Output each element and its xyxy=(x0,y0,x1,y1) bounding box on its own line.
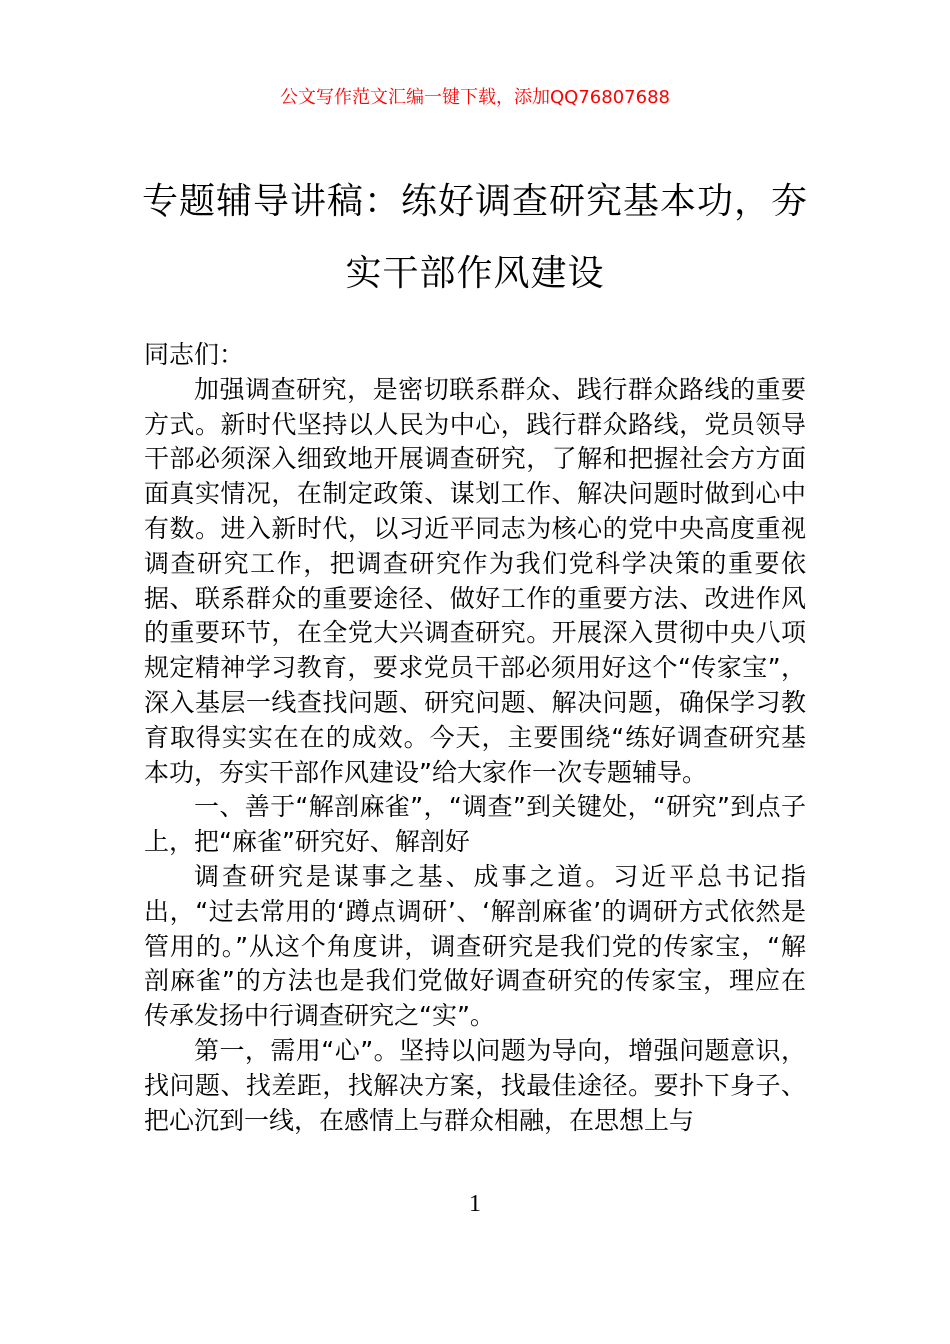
paragraph-intro: 加强调查研究，是密切联系群众、践行群众路线的重要方式。新时代坚持以人民为中心，践行群众路线，党员领导干部必须深入细致地开展调查研究，了解和把握社会方方面面真实情况，在制定政策、谋划工作、解决问题时做到心中有数。进入新时代，以习近平同志为核心的党中央高度重视调查研究工作，把调查研究作为我们党科学决策的重要依据、联系群众的重要途径、做好工作的重要方法、改进作风的重要环节，在全党大兴调查研究。开展深入贯彻中央八项规定精神学习教育，要求党员干部必须用好这个“传家宝”，深入基层一线查找问题、研究问题、解决问题，确保学习教育取得实实在在的成效。今天，主要围绕“练好调查研究基本功，夯实干部作风建设”给大家作一次专题辅导。 xyxy=(144,374,806,787)
document-title: 专题辅导讲稿：练好调查研究基本功，夯实干部作风建设 xyxy=(141,181,808,294)
paragraph-first-point: 第一，需用“心”。坚持以问题为导向，增强问题意识，找问题、找差距，找解决方案，找最佳途径。要扑下身子、把心沉到一线，在感情上与群众相融，在思想上与 xyxy=(144,1035,806,1135)
section-heading-1: 一、善于“解剖麻雀”，“调查”到关键处，“研究”到点子上，把“麻雀”研究好、解剖好 xyxy=(144,792,806,857)
download-notice: 公文写作范文汇编一键下载，添加QQ76807688 xyxy=(280,87,670,108)
document-body xyxy=(144,338,806,1138)
paragraph-section-1: 调查研究是谋事之基、成事之道。习近平总书记指出，“过去常用的‘蹲点调研’、‘解剖麻雀’的调研方式依然是管用的。”从这个角度讲，调查研究是我们党的传家宝，“解剖麻雀”的方法也是我们党做好调查研究的传家宝，理应在传承发扬中行调查研究之“实”。 xyxy=(144,861,806,1031)
salutation: 同志们： xyxy=(144,340,245,369)
page-number: 1 xyxy=(469,1191,481,1217)
